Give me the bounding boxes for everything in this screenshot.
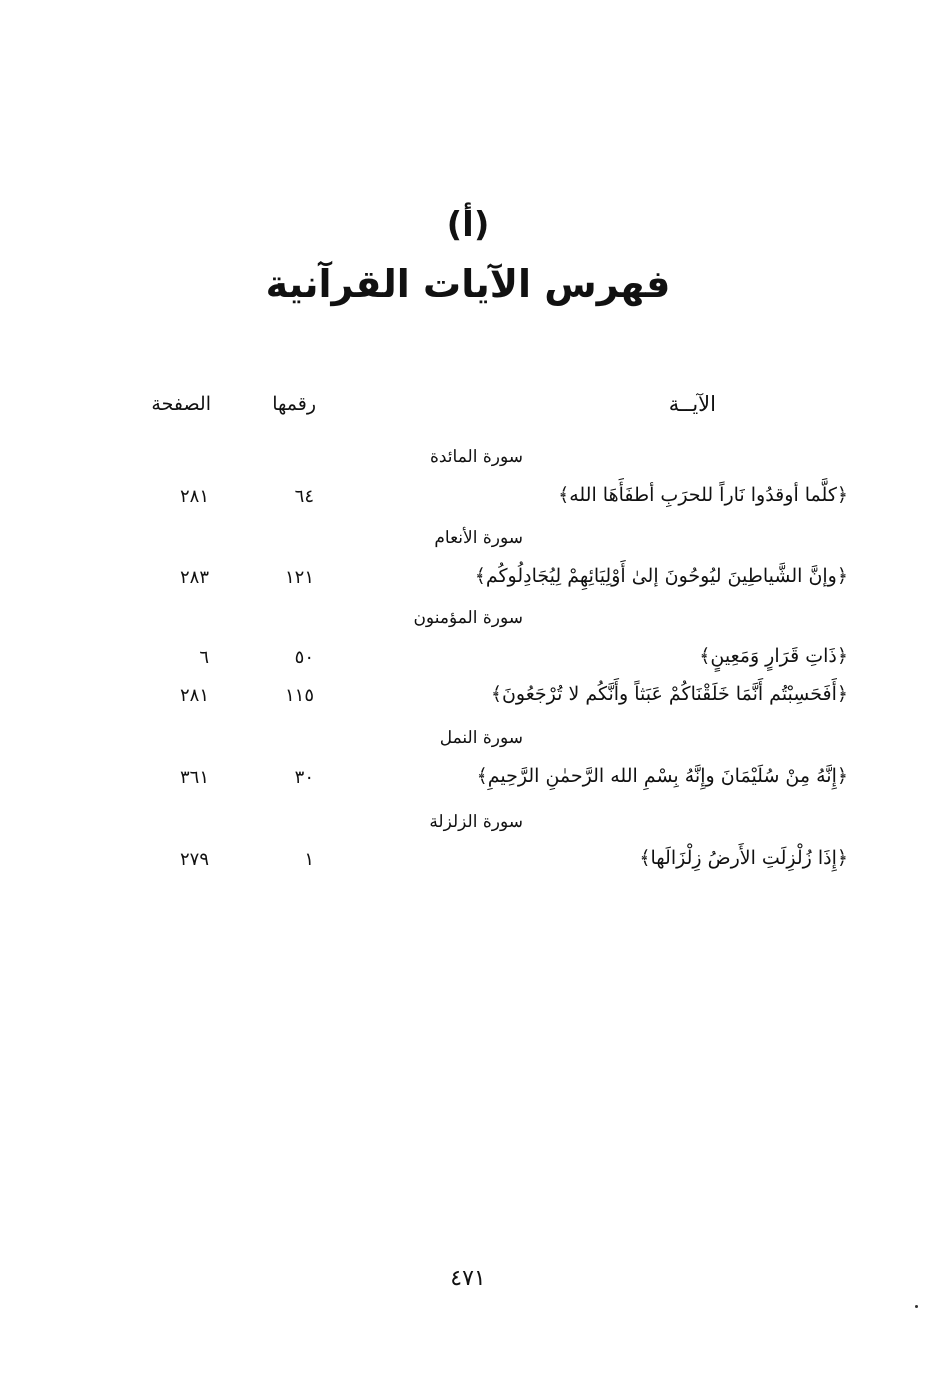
verse-number: ١١٥ <box>284 685 314 706</box>
page-reference: ٣٦١ <box>179 767 209 788</box>
verse-text: ﴿كلَّما أوقدُوا نَاراً للحرَبِ أطفَأَهَا الله﴾ <box>558 484 848 506</box>
verse-text: ﴿إِنَّهُ مِنْ سُلَيْمَانَ وإِنَّهُ بِسْمِ الله الرَّحمٰنِ الرَّحِيمِ﴾ <box>476 765 848 787</box>
column-header-verse: الآيــة <box>668 392 716 416</box>
verse-number: ٣٠ <box>294 767 314 788</box>
verse-number: ١٢١ <box>284 567 314 588</box>
scan-speck <box>915 1305 918 1308</box>
surah-heading: سورة المؤمنون <box>413 608 523 628</box>
page-reference: ٦ <box>199 647 209 668</box>
surah-heading: سورة الأنعام <box>434 528 523 548</box>
verse-text: ﴿إِذَا زُلْزِلَتِ الأَرضُ زِلْزَالَها﴾ <box>639 847 848 869</box>
page-reference: ٢٨١ <box>179 486 209 507</box>
surah-heading: سورة المائدة <box>429 447 523 467</box>
page-reference: ٢٨١ <box>179 685 209 706</box>
verse-number: ٥٠ <box>294 647 314 668</box>
column-header-number: رقمها <box>272 393 316 415</box>
index-title: فهرس الآيات القرآنية <box>265 262 671 306</box>
page-number: ٤٧١ <box>450 1266 486 1291</box>
page-reference: ٢٧٩ <box>179 849 209 870</box>
verse-text: ﴿أَفَحَسِبْتُم أَنَّمَا خَلَقْنَاكُمْ عَبَثاً وأَنَّكُم لا تُرْجَعُونَ﴾ <box>490 683 848 705</box>
column-header-page: الصفحة <box>151 393 211 415</box>
surah-heading: سورة النمل <box>439 728 523 748</box>
surah-heading: سورة الزلزلة <box>429 812 523 832</box>
page-reference: ٢٨٣ <box>179 567 209 588</box>
verse-text: ﴿ذَاتِ قَرَارٍ وَمَعِينٍ﴾ <box>699 645 848 667</box>
section-number: (أ) <box>446 205 490 245</box>
verse-number: ٦٤ <box>294 486 314 507</box>
verse-text: ﴿وإنَّ الشَّياطِينَ ليُوحُونَ إلىٰ أَوْلِيَائِهِمْ لِيُجَادِلُوكُم﴾ <box>474 565 848 587</box>
verse-number: ١ <box>304 849 314 870</box>
